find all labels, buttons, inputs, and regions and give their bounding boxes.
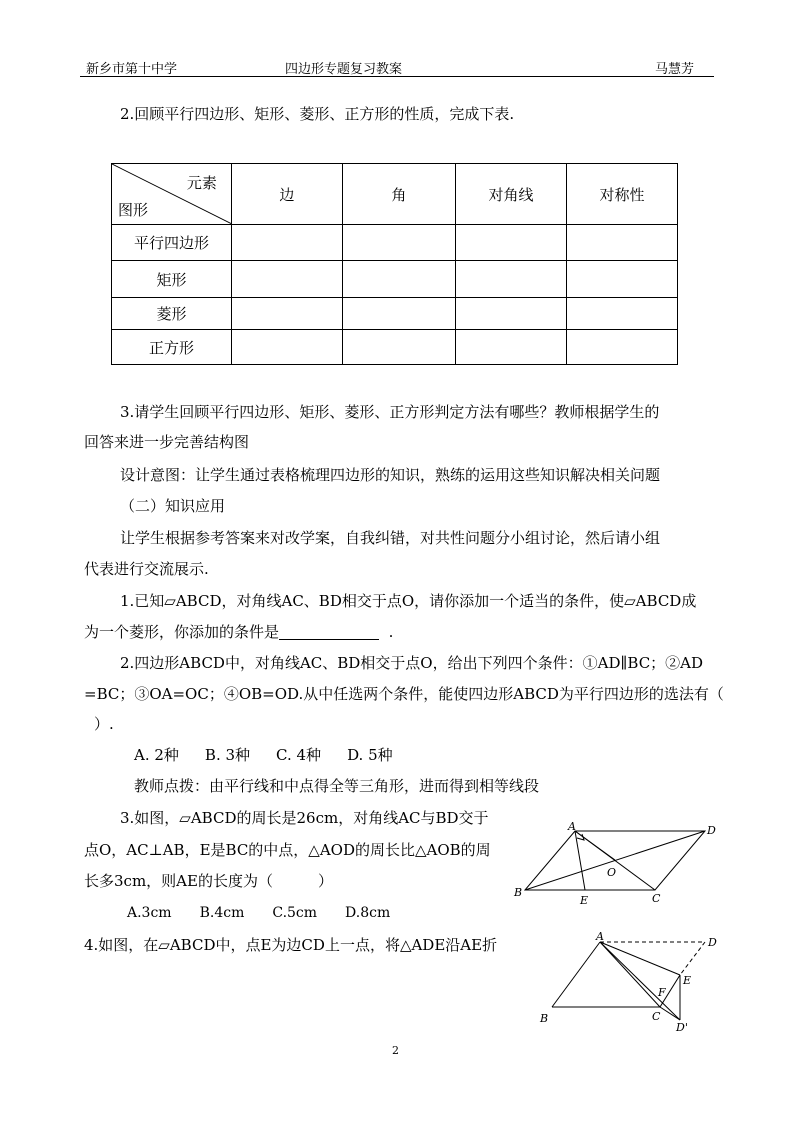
design-intent: 设计意图：让学生通过表格梳理四边形的知识，熟练的运用这些知识解决相关问题: [120, 466, 661, 484]
option: C. 4种: [276, 746, 322, 764]
p1-line1: 1.已知▱ABCD，对角线AC、BD相交于点O，请你添加一个适当的条件，使▱ABCD成: [120, 592, 697, 610]
table-header: 对角线: [455, 164, 566, 225]
table-row: [112, 261, 678, 298]
table-cell: [231, 298, 342, 330]
table-row: [112, 330, 678, 365]
option: B. 3种: [204, 746, 251, 764]
parallelogram-figure-1: [510, 820, 720, 910]
p3-line1: 3.如图，▱ABCD的周长是26cm，对角线AC与BD交于: [120, 809, 489, 827]
table-cell: [231, 225, 342, 261]
fold-figure-2: [530, 930, 730, 1035]
table-cell: [566, 330, 677, 365]
properties-table: [111, 163, 678, 365]
segment-cd-prime: [660, 1007, 680, 1020]
answer-blank: [279, 625, 379, 640]
corner-bottom-label: 图形: [118, 201, 149, 219]
teacher-hint: 教师点拨：由平行线和中点得全等三角形，进而得到相等线段: [134, 777, 540, 795]
header-doc-title: 四边形专题复习教案: [285, 62, 403, 77]
q3-line1: 3.请学生回顾平行四边形、矩形、菱形、正方形判定方法有哪些？教师根据学生的: [120, 403, 660, 421]
label-c: C: [652, 1010, 661, 1023]
table-cell: [566, 298, 677, 330]
option: C.5cm: [272, 905, 318, 921]
option: D. 5种: [347, 746, 393, 764]
fold-line-ae: [600, 942, 680, 975]
table-cell: [455, 330, 566, 365]
label-e: E: [683, 974, 692, 987]
p2-options: [134, 745, 393, 765]
table-cell: [566, 261, 677, 298]
table-cell: [455, 261, 566, 298]
table-cell: [231, 330, 342, 365]
p1-line2: [84, 622, 393, 642]
p3-options: [127, 903, 390, 923]
label-d: D: [708, 936, 717, 949]
option: A. 2种: [134, 746, 179, 764]
table-cell: [342, 225, 455, 261]
p1-tail: .: [388, 623, 394, 641]
label-o: O: [607, 866, 617, 879]
label-b: B: [540, 1012, 549, 1025]
page-number: 2: [392, 1044, 399, 1057]
table-header: 边: [231, 164, 342, 225]
apply-line1: 让学生根据参考答案来对改学案，自我纠错，对共性问题分小组讨论，然后请小组: [120, 529, 661, 547]
diagonal-bd: [525, 831, 705, 890]
q3-line2: 回答来进一步完善结构图: [84, 433, 250, 451]
p1-text: 为一个菱形，你添加的条件是: [84, 623, 280, 641]
table-cell: [342, 261, 455, 298]
header-author: 马慧芳: [655, 62, 695, 77]
diagonal-ac: [600, 942, 660, 1007]
section-title: （二）知识应用: [120, 497, 226, 515]
row-label: 矩形: [112, 261, 232, 298]
table-row: [112, 225, 678, 261]
segment-ao: [575, 831, 615, 860]
label-a: A: [596, 930, 604, 943]
p4-line1: 4.如图，在▱ABCD中，点E为边CD上一点，将△ADE沿AE折: [84, 936, 498, 954]
label-b: B: [514, 886, 523, 899]
apply-line2: 代表进行交流展示.: [84, 560, 209, 578]
option: A.3cm: [127, 905, 172, 921]
header-rule: [80, 76, 714, 77]
table-cell: [455, 225, 566, 261]
label-e: E: [580, 894, 589, 907]
side-ab: [552, 942, 600, 1007]
table-header: 角: [342, 164, 455, 225]
table-row: [112, 298, 678, 330]
p2-line1: 2.四边形ABCD中，对角线AC、BD相交于点O，给出下列四个条件：①AD∥BC；②AD: [120, 654, 704, 672]
label-d: D: [707, 824, 716, 837]
option: B.4cm: [199, 905, 245, 921]
dashed-de: [680, 942, 705, 975]
label-d-prime: D': [676, 1021, 688, 1034]
option: D.8cm: [345, 905, 391, 921]
table-cell: [231, 261, 342, 298]
p3-line2: 点O，AC⊥AB，E是BC的中点，△AOD的周长比△AOB的周: [84, 841, 491, 859]
table-cell: [342, 330, 455, 365]
label-c: C: [652, 892, 661, 905]
corner-top-label: 元素: [186, 174, 217, 192]
row-label: 菱形: [112, 298, 232, 330]
row-label: 平行四边形: [112, 225, 232, 261]
table-cell: [566, 225, 677, 261]
p2-line3: ）.: [94, 715, 114, 733]
label-a: A: [568, 820, 576, 833]
table-corner-cell: [112, 164, 232, 225]
header-school: 新乡市第十中学: [86, 62, 178, 77]
label-f: F: [658, 986, 666, 999]
p2-line2: =BC；③OA=OC；④OB=OD.从中任选两个条件，能使四边形ABCD为平行四边形的选法有（: [84, 685, 724, 703]
table-header: 对称性: [566, 164, 677, 225]
segment-ad-prime: [600, 942, 680, 1020]
p3-line3: 长多3cm，则AE的长度为（ ）: [84, 872, 333, 890]
row-label: 正方形: [112, 330, 232, 365]
q2-intro: 2.回顾平行四边形、矩形、菱形、正方形的性质，完成下表.: [120, 105, 515, 123]
table-cell: [455, 298, 566, 330]
table-cell: [342, 298, 455, 330]
